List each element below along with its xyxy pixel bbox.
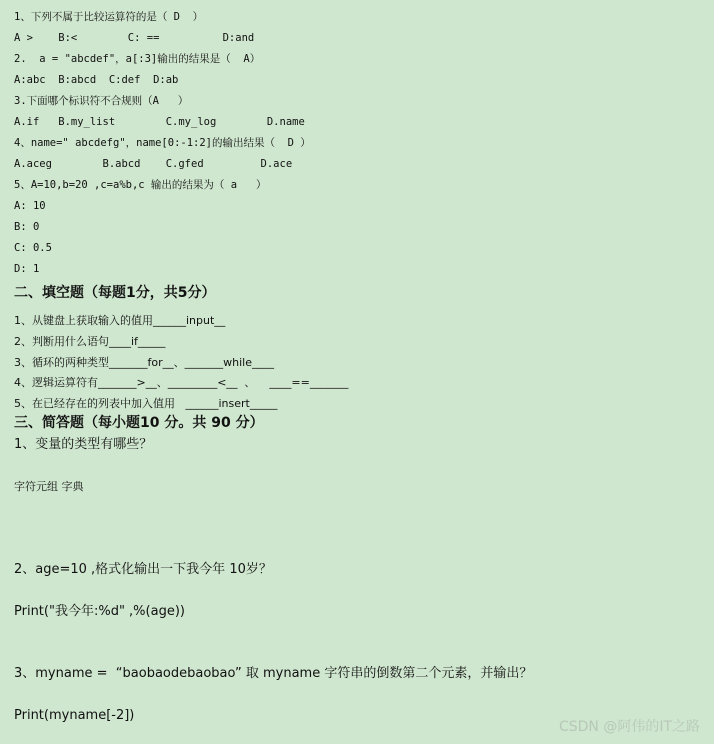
mcq-q2: 2. a = "abcdef"，a[:3]输出的结果是（ A） bbox=[14, 53, 261, 65]
mcq-q5-option-a: A: 10 bbox=[14, 200, 46, 212]
mcq-q3: 3.下面哪个标识符不合规则（A ） bbox=[14, 95, 189, 107]
section-2-title: 二、填空题（每题1分，共5分） bbox=[14, 285, 216, 301]
watermark: CSDN @阿伟的IT之路 bbox=[558, 719, 700, 735]
short-question-1: 1、变量的类型有哪些？ bbox=[14, 437, 153, 452]
mcq-q1: 1、下列不属于比较运算符的是（ D ） bbox=[14, 11, 204, 23]
mcq-q3-options: A.if B.my_list C.my_log D.name bbox=[14, 116, 305, 128]
section-3-title: 三、简答题（每小题10 分。共 90 分） bbox=[14, 415, 264, 431]
mcq-q1-options: A > B:< C: == D:and bbox=[14, 32, 255, 44]
short-answer-1: 字符元组 字典 bbox=[14, 480, 84, 493]
short-answer-2: Print("我今年:%d" ,%(age)) bbox=[14, 604, 185, 619]
short-answer-3: Print(myname[-2]) bbox=[14, 708, 135, 723]
mcq-q5: 5、A=10,b=20 ,c=a%b,c 输出的结果为（ a ） bbox=[14, 179, 267, 191]
mcq-q4-options: A.aceg B.abcd C.gfed D.ace bbox=[14, 158, 293, 170]
fill-item-2: 2、判断用什么语句____if_____ bbox=[14, 335, 166, 348]
fill-item-5: 5、在已经存在的列表中加入值用 ______insert_____ bbox=[14, 397, 278, 410]
fill-item-1: 1、从键盘上获取输入的值用______input__ bbox=[14, 314, 226, 327]
short-question-2: 2、age=10 ,格式化输出一下我今年 10岁？ bbox=[14, 562, 272, 577]
fill-item-3: 3、循环的两种类型_______for__、_______while____ bbox=[14, 356, 274, 369]
mcq-q2-options: A:abc B:abcd C:def D:ab bbox=[14, 74, 179, 86]
mcq-q4: 4、name=" abcdefg"，name[0:-1:2]的输出结果（ D ） bbox=[14, 137, 311, 149]
mcq-q5-option-d: D: 1 bbox=[14, 263, 40, 275]
mcq-q5-option-c: C: 0.5 bbox=[14, 242, 52, 254]
fill-item-4: 4、逻辑运算符有_______>__、_________<__ 、 ____==_______ bbox=[14, 376, 349, 389]
short-question-3: 3、myname = “baobaodebaobao” 取 myname 字符串的倒数第二个元素，并输出？ bbox=[14, 666, 533, 681]
mcq-q5-option-b: B: 0 bbox=[14, 221, 40, 233]
